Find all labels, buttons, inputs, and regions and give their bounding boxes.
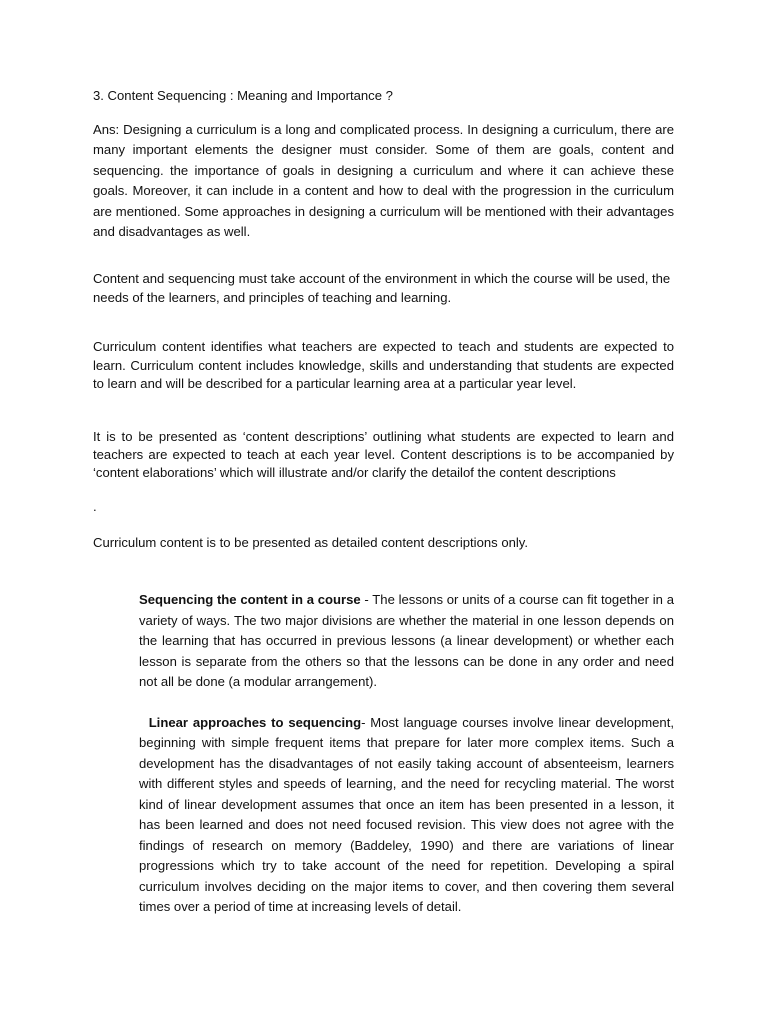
curriculum-content-paragraph: Curriculum content identifies what teachers are expected to teach and students are expected to learn. Curriculum content includes knowledge, skills and understanding that students are expected to learn and will be described for a particular learning area at a particular year level. xyxy=(93,339,674,391)
linear-approaches-paragraph xyxy=(139,713,674,918)
detailed-descriptions-paragraph: Curriculum content is to be presented as detailed content descriptions only. xyxy=(93,535,529,550)
sequencing-lead: Sequencing the content in a course xyxy=(139,592,361,607)
linear-lead: Linear approaches to sequencing xyxy=(148,715,362,730)
sequencing-body: - The lessons or units of a course can fit together in a variety of ways. The two major divisions are whether the material in one lesson depends on the learning that has occurred in previous lessons (a linear development) or whether each lesson is separate from the others so that the lessons can be done in any order and need not all be done (a modular arrangement). xyxy=(139,592,674,690)
content-descriptions-paragraph: It is to be presented as ‘content descriptions’ outlining what students are expected to learn and teachers are expected to teach at each year level. Content descriptions is to be accompanied by ‘content elaborations’ which will illustrate and/or clarify the detailof the content descriptions xyxy=(93,429,674,480)
sequencing-paragraph xyxy=(139,590,674,693)
content-sequencing-paragraph: Content and sequencing must take account of the environment in which the course will be used, the needs of the learners, and principles of teaching and learning. xyxy=(93,271,671,305)
linear-body: - Most language courses involve linear development, beginning with simple frequent items that prepare for later more complex items. Such a development has the disadvantages of not easily taking account of absenteeism, learners with different styles and speeds of learning, and the need for recycling material. The worst kind of linear development assumes that once an item has been presented in a lesson, it has been learned and does not need focused revision. This view does not agree with the findings of research on memory (Baddeley, 1990) and there are variations of linear progressions which try to take account of the need for repetition. Developing a spiral curriculum involves deciding on the major items to cover, and then covering them several times over a period of time at increasing levels of detail. xyxy=(139,715,674,915)
question-heading: 3. Content Sequencing : Meaning and Importance ? xyxy=(93,88,393,103)
answer-paragraph: Ans: Designing a curriculum is a long and complicated process. In designing a curriculum, there are many important elements the designer must consider. Some of them are goals, content and sequencing. the importance of goals in designing a curriculum and where it can achieve these goals. Moreover, it can include in a content and how to deal with the progression in the curriculum are mentioned. Some approaches in designing a curriculum will be mentioned with their advantages and disadvantages as well. xyxy=(93,122,674,240)
stray-dot: . xyxy=(93,499,97,514)
